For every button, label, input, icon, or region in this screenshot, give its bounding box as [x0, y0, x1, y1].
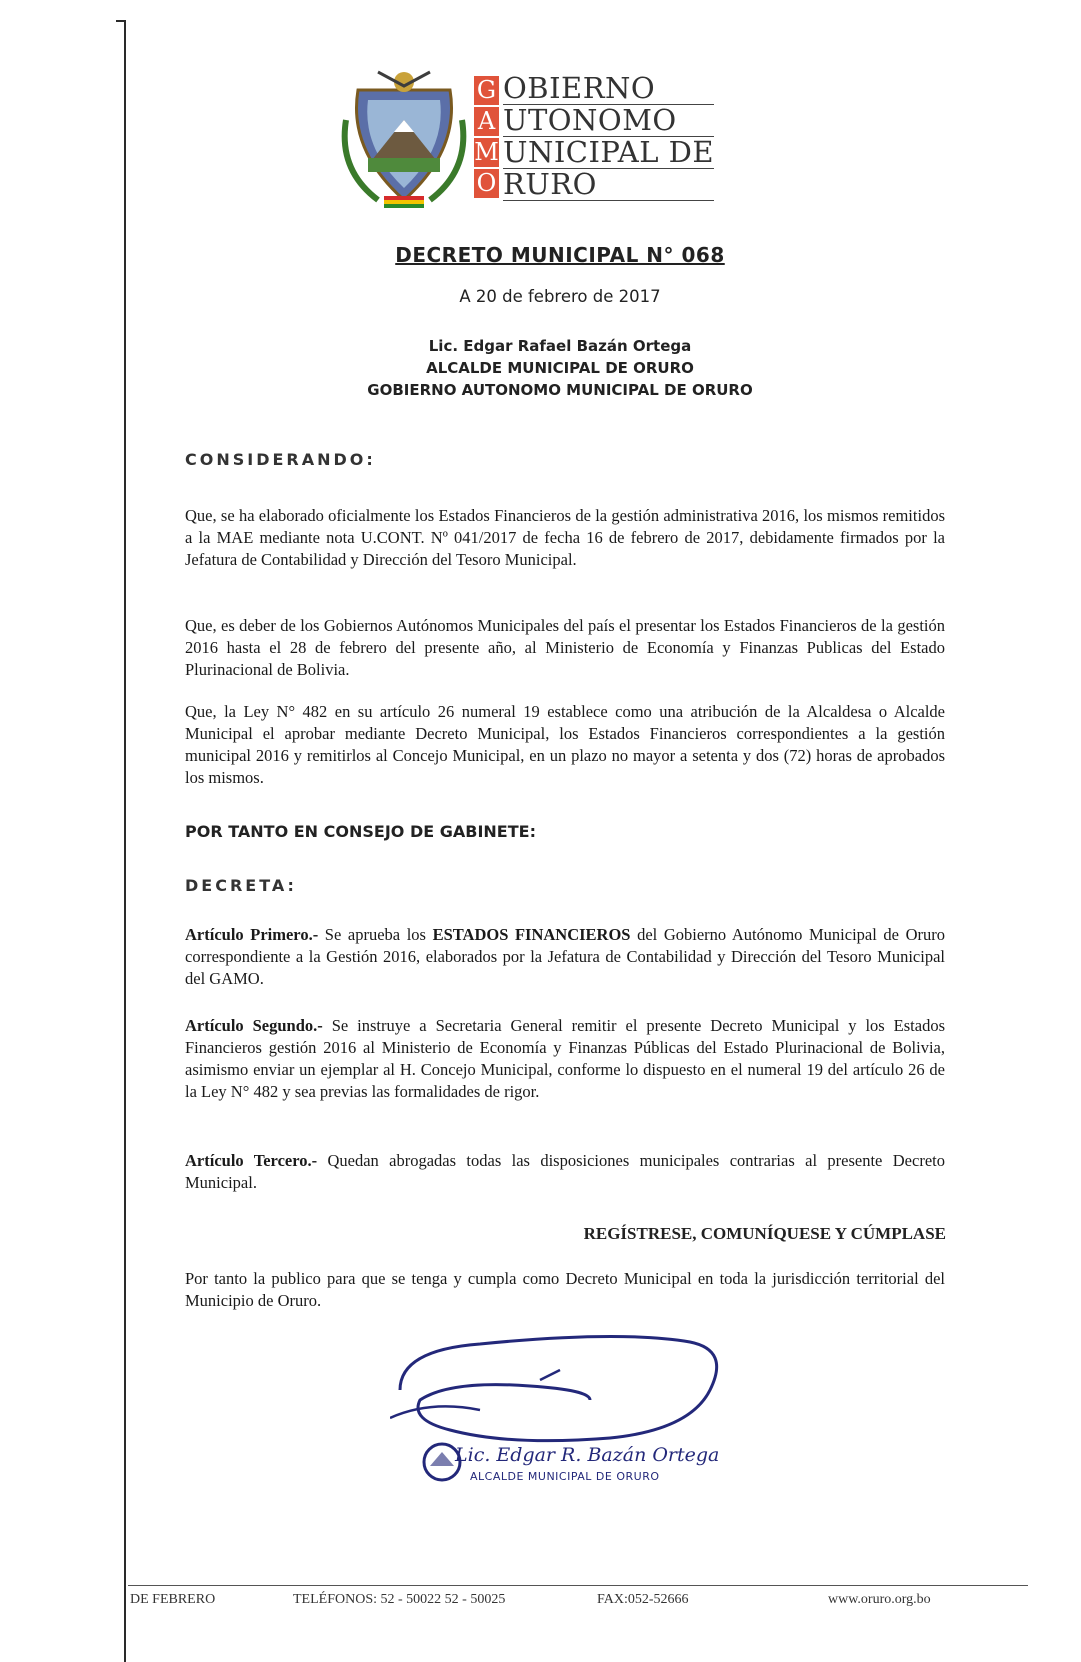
article-text: Quedan abrogadas todas las disposiciones municipales contrarias al presente Decreto Municipal. — [185, 1151, 945, 1192]
article-label: Artículo Segundo.- — [185, 1016, 323, 1035]
handwritten-signature — [390, 1330, 750, 1450]
decree-date: A 20 de febrero de 2017 — [459, 287, 661, 306]
stamp-name: Lic. Edgar R. Bazán Ortega — [455, 1444, 720, 1466]
binding-edge — [124, 20, 126, 1662]
considerando-heading: CONSIDERANDO: — [185, 450, 376, 469]
government-name — [503, 73, 714, 201]
article-third — [185, 1150, 945, 1194]
gamo-letter: M — [474, 138, 499, 166]
footer-website: www.oruro.org.bo — [828, 1592, 931, 1607]
article-text: Se aprueba los — [318, 925, 433, 944]
por-tanto-heading: POR TANTO EN CONSEJO DE GABINETE: — [185, 822, 536, 841]
footer-phones: TELÉFONOS: 52 - 50022 52 - 50025 — [293, 1592, 506, 1607]
stamp-title: ALCALDE MUNICIPAL DE ORURO — [470, 1470, 660, 1483]
binding-edge-tick — [116, 20, 125, 22]
government-name-line: UTONOMO — [503, 105, 714, 137]
gamo-acronym — [474, 76, 499, 200]
government-name-line: RURO — [503, 169, 714, 201]
gamo-letter: O — [474, 169, 499, 198]
signatory-block — [180, 335, 940, 401]
article-emphasis: ESTADOS FINANCIEROS — [432, 925, 631, 944]
coat-of-arms-icon — [338, 60, 470, 208]
decree-title: DECRETO MUNICIPAL N° 068 — [395, 243, 725, 267]
government-name-line: UNICIPAL DE — [503, 135, 715, 169]
footer-address: DE FEBRERO — [130, 1592, 216, 1607]
government-name-line: OBIERNO — [503, 73, 714, 105]
article-label: Artículo Primero.- — [185, 925, 319, 944]
considerando-paragraph: Que, es deber de los Gobiernos Autónomos Municipales del país el presentar los Estados Financieros de la gestión 2016 hasta el 28 de febrero del presente año, al Ministerio de Economía y Finanzas Publicas del Estado Plurinacional de Bolivia. — [185, 616, 945, 679]
decreta-heading: DECRETA: — [185, 876, 297, 895]
gamo-letter: G — [474, 76, 499, 105]
institution-name: GOBIERNO AUTONOMO MUNICIPAL DE ORURO — [367, 381, 753, 399]
article-label: Artículo Tercero.- — [185, 1151, 318, 1170]
signatory-name: Lic. Edgar Rafael Bazán Ortega — [428, 337, 692, 355]
signatory-title: ALCALDE MUNICIPAL DE ORURO — [426, 359, 694, 377]
article-text: Se instruye a Secretaria General remitir el presente Decreto Municipal y los Estados Financieros gestión 2016 al Ministerio de Economía y Finanzas Públicas del Estado Plurinacional de Bolivia, asimismo enviar un ejemplar al H. Concejo Municipal, conforme lo dispuesto en el numeral 19 del artículo 26 de la Ley N° 482 y sea previas las formalidades de rigor. — [185, 1016, 945, 1101]
footer-divider — [128, 1585, 1028, 1586]
article-second — [185, 1015, 945, 1103]
article-text: del Gobierno Autónomo Municipal de Oruro correspondiente a la Gestión 2016, elaborados por la Jefatura de Contabilidad y Dirección del Tesoro Municipal del GAMO. — [185, 925, 945, 988]
publication-paragraph: Por tanto la publico para que se tenga y cumpla como Decreto Municipal en toda la jurisdicción territorial del Municipio de Oruro. — [185, 1269, 945, 1310]
considerando-paragraph: Que, se ha elaborado oficialmente los Estados Financieros de la gestión administrativa 2016, los mismos remitidos a la MAE mediante nota U.CONT. Nº 041/2017 de fecha 16 de febrero de 2017, debidamente firmados por la Jefatura de Contabilidad y Dirección del Tesoro Municipal. — [185, 506, 945, 569]
considerando-paragraph: Que, la Ley N° 482 en su artículo 26 numeral 19 establece como una atribución de la Alcaldesa o Alcalde Municipal el aprobar mediante Decreto Municipal, los Estados Financieros correspondientes a la gestión municipal 2016 y remitirlos al Concejo Municipal, en un plazo no mayor a setenta y dos (72) horas de aprobados los mismos. — [185, 702, 945, 787]
article-first — [185, 924, 945, 990]
gamo-letter: A — [474, 107, 499, 136]
footer-fax: FAX:052-52666 — [597, 1592, 689, 1607]
closing-formula: REGÍSTRESE, COMUNÍQUESE Y CÚMPLASE — [583, 1224, 946, 1243]
